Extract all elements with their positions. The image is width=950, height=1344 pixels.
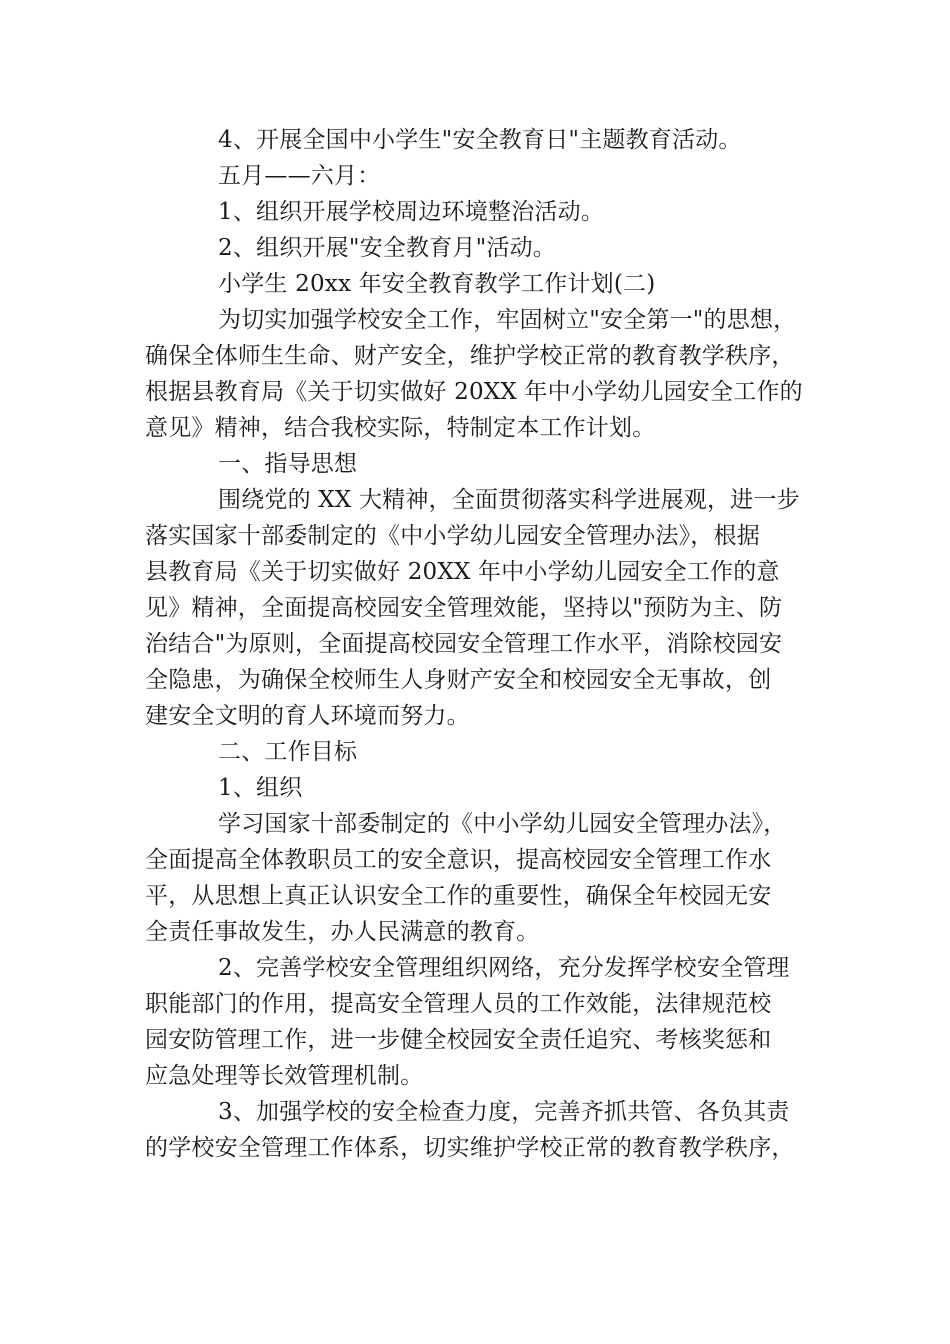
paragraph-line: 全面提高全体教职员工的安全意识，提高校园安全管理工作水 <box>145 847 772 873</box>
list-item: 2、组织开展"安全教育月"活动。 <box>218 235 556 261</box>
paragraph-line: 的学校安全管理工作体系，切实维护学校正常的教育教学秩序， <box>145 1135 795 1161</box>
paragraph-line: 见》精神，全面提高校园安全管理效能，坚持以"预防为主、防 <box>145 595 783 621</box>
paragraph-line: 围绕党的 XX 大精神，全面贯彻落实科学进展观，进一步 <box>218 487 800 513</box>
paragraph-line: 平，从思想上真正认识安全工作的重要性，确保全年校园无安 <box>145 883 772 909</box>
paragraph-line: 根据县教育局《关于切实做好 20XX 年中小学幼儿园安全工作的 <box>145 379 803 405</box>
paragraph-line: 园安防管理工作，进一步健全校园安全责任追究、考核奖惩和 <box>145 1027 772 1053</box>
list-item: 1、组织开展学校周边环境整治活动。 <box>218 199 605 225</box>
paragraph-line: 建安全文明的育人环境而努力。 <box>145 703 470 729</box>
subsection-heading: 1、组织 <box>218 775 303 801</box>
paragraph-line: 治结合"为原则，全面提高校园安全管理工作水平，消除校园安 <box>145 631 783 657</box>
paragraph-line: 全隐患，为确保全校师生人身财产安全和校园安全无事故，创 <box>145 667 772 693</box>
paragraph-line: 2、完善学校安全管理组织网络，充分发挥学校安全管理 <box>218 955 790 981</box>
paragraph-line: 县教育局《关于切实做好 20XX 年中小学幼儿园安全工作的意 <box>145 559 780 585</box>
paragraph-line: 为切实加强学校安全工作，牢固树立"安全第一"的思想， <box>218 307 797 333</box>
paragraph-line: 落实国家十部委制定的《中小学幼儿园安全管理办法》，根据 <box>145 523 760 549</box>
paragraph-line: 学习国家十部委制定的《中小学幼儿园安全管理办法》， <box>218 811 787 837</box>
paragraph-line: 全责任事故发生，办人民满意的教育。 <box>145 919 540 945</box>
section-heading: 一、指导思想 <box>218 451 358 477</box>
list-item: 4、开展全国中小学生"安全教育日"主题教育活动。 <box>218 127 742 153</box>
section-heading: 二、工作目标 <box>218 739 358 765</box>
document-subtitle: 小学生 20xx 年安全教育教学工作计划(二) <box>218 271 656 297</box>
paragraph-line: 应急处理等长效管理机制。 <box>145 1063 424 1089</box>
paragraph-line: 意见》精神，结合我校实际，特制定本工作计划。 <box>145 415 656 441</box>
section-date-heading: 五月——六月： <box>218 163 381 189</box>
paragraph-line: 3、加强学校的安全检查力度，完善齐抓共管、各负其责 <box>218 1099 790 1125</box>
document-body <box>145 122 810 1166</box>
paragraph-line: 确保全体师生生命、财产安全，维护学校正常的教育教学秩序， <box>145 343 795 369</box>
paragraph-line: 职能部门的作用，提高安全管理人员的工作效能，法律规范校 <box>145 991 772 1017</box>
